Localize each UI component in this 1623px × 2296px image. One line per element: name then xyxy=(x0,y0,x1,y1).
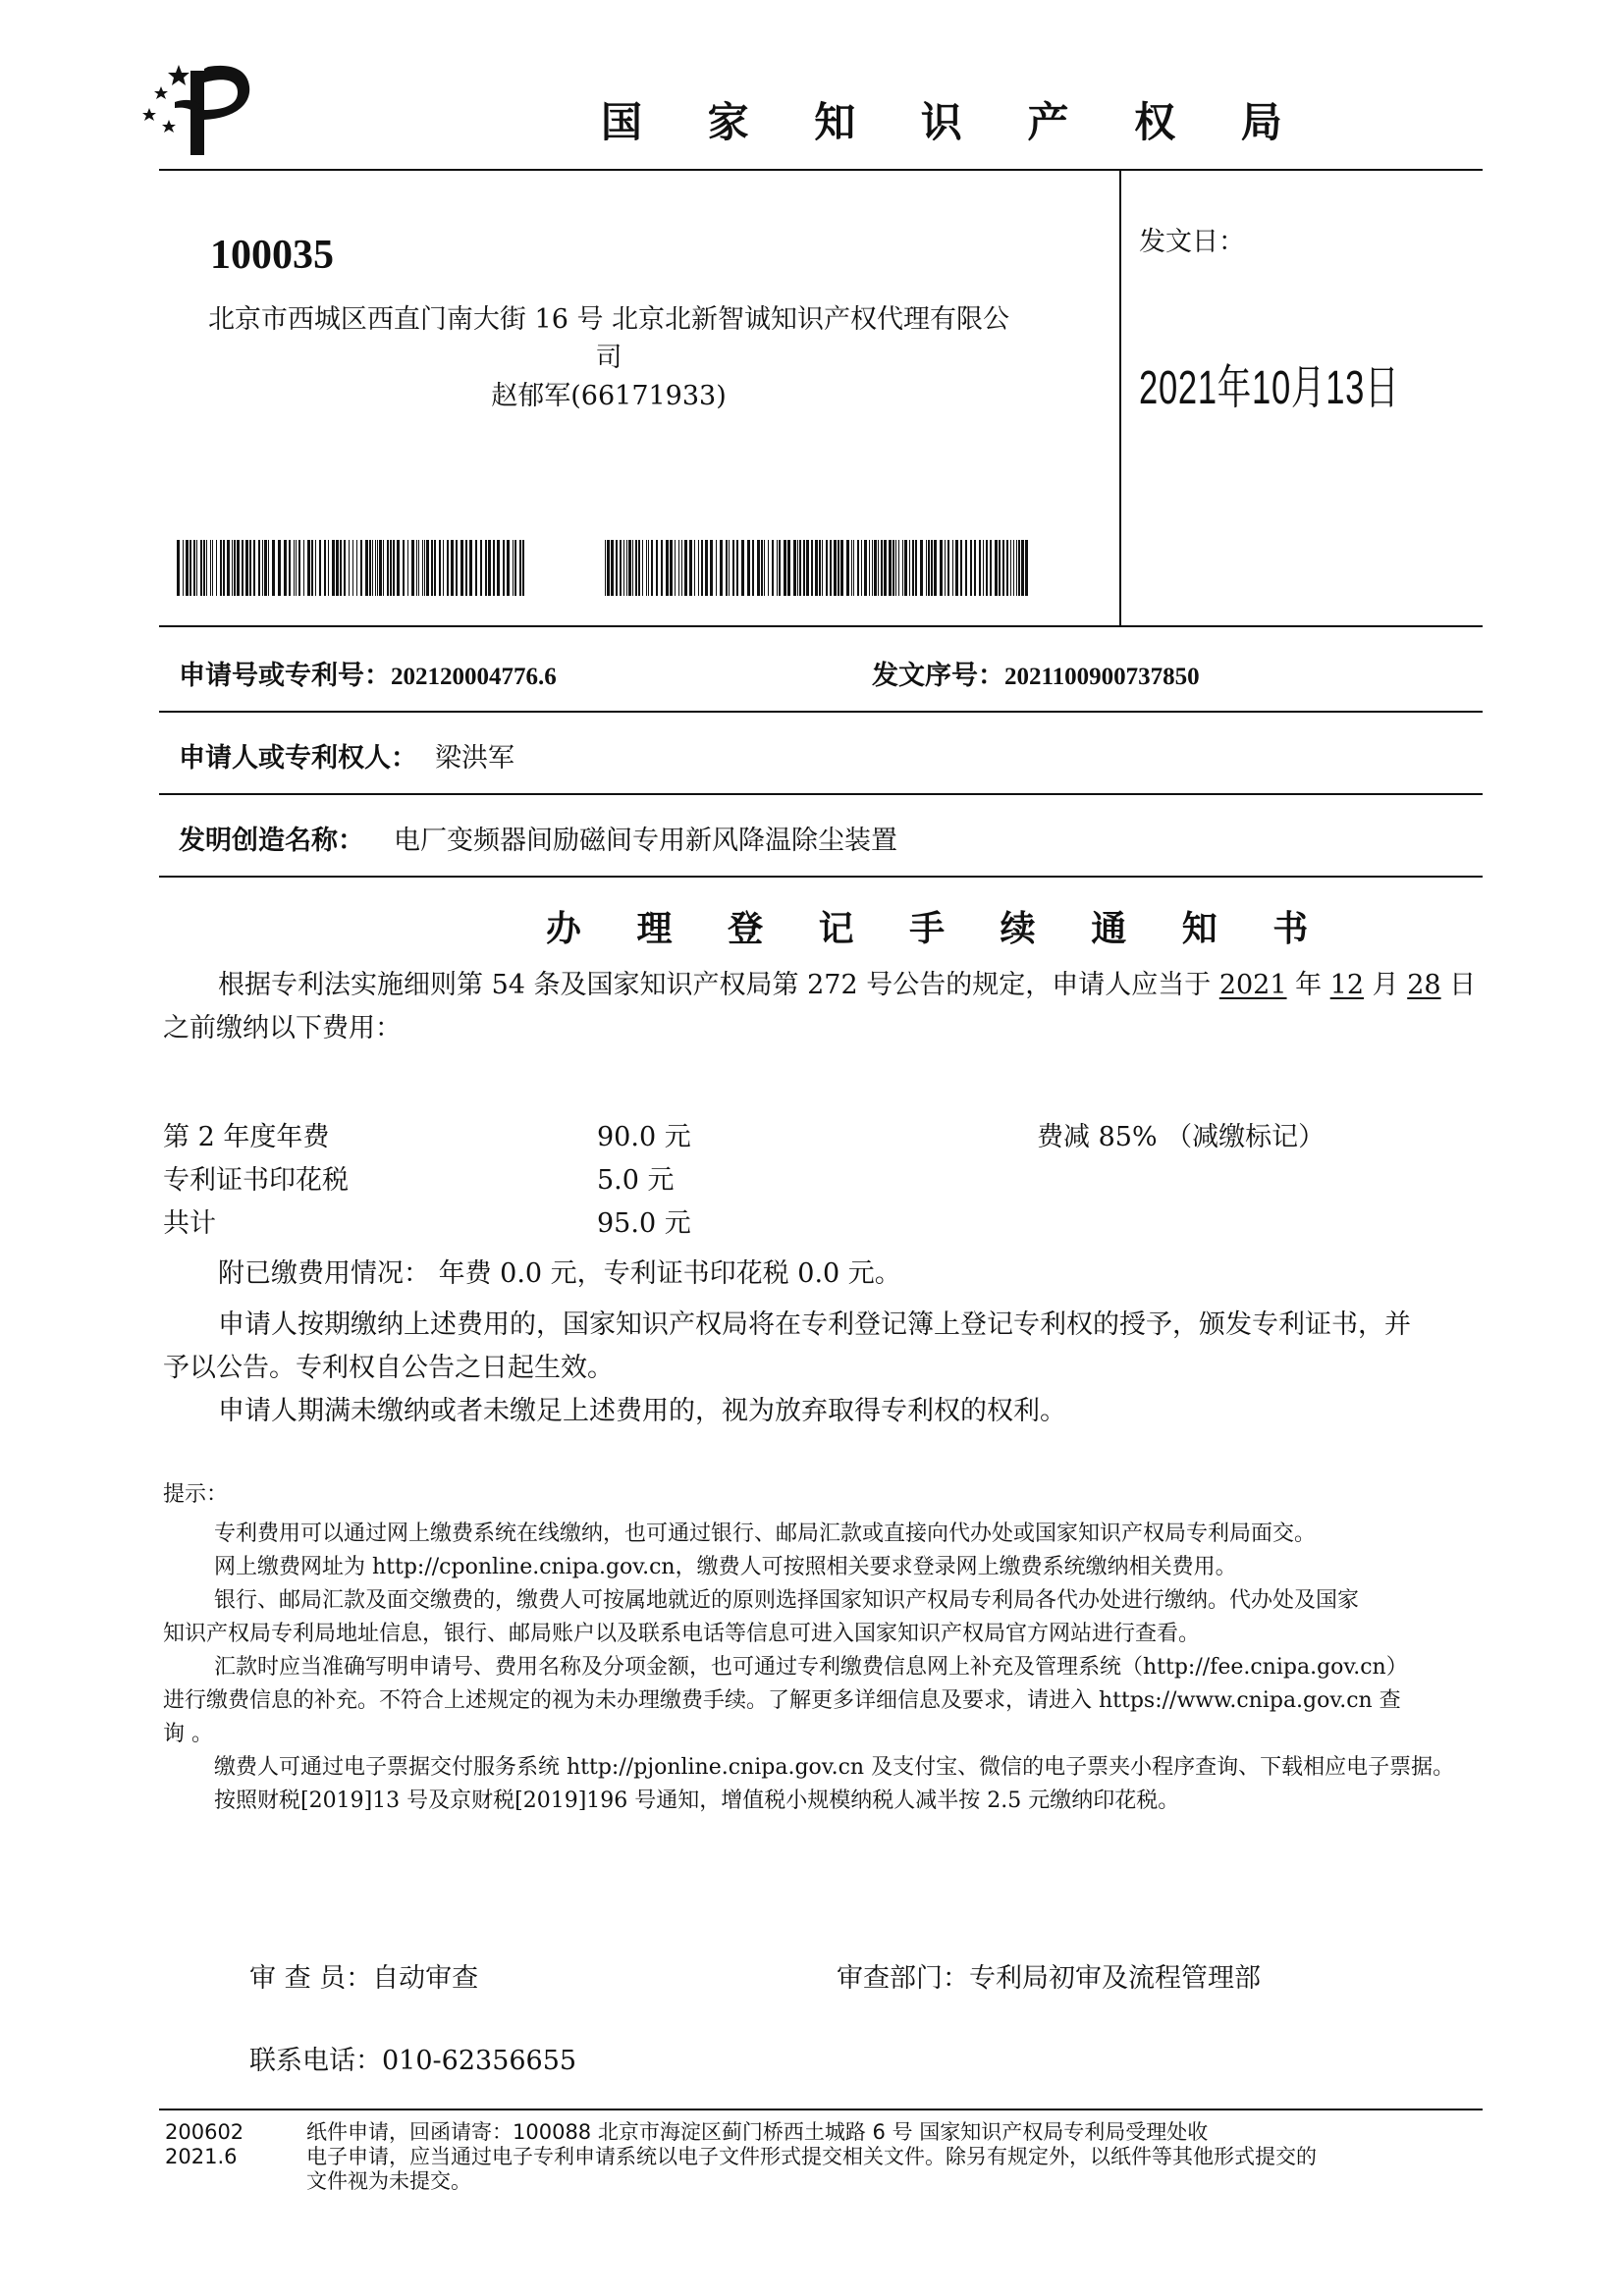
barcode-bar xyxy=(620,540,622,596)
deadline-month: 12 xyxy=(1329,970,1365,1000)
barcode-bar xyxy=(298,540,300,596)
barcode-bar xyxy=(797,540,798,596)
barcode-bar xyxy=(407,540,408,596)
examiner: 审 查 员：自动审查 xyxy=(249,1963,479,1994)
barcode-bar xyxy=(390,540,392,596)
barcode-bar xyxy=(912,540,914,596)
barcode-bar xyxy=(623,540,624,596)
barcode-bar xyxy=(646,540,647,596)
barcode-bar xyxy=(698,540,699,596)
fee-name: 共计 xyxy=(163,1208,216,1239)
barcode-bar xyxy=(955,540,958,596)
barcode-bar xyxy=(716,540,717,596)
barcode-bar xyxy=(729,540,730,596)
barcode-bar xyxy=(206,540,207,596)
barcode-bar xyxy=(456,540,458,596)
barcode-bar xyxy=(460,540,463,596)
date-column-divider xyxy=(1119,169,1121,626)
barcode-bar xyxy=(626,540,627,596)
barcode-bar xyxy=(519,540,521,596)
barcode-bar xyxy=(268,540,269,596)
barcode-bar xyxy=(319,540,321,596)
org-title: 国 家 知 识 产 权 局 xyxy=(601,98,1308,146)
barcode-bar xyxy=(661,540,663,596)
barcode-bar xyxy=(186,540,189,596)
barcode-bar xyxy=(793,540,796,596)
barcode-bar xyxy=(1018,540,1020,596)
barcode-bar xyxy=(779,540,781,596)
barcode-bar xyxy=(360,540,362,596)
barcode-bar xyxy=(945,540,946,596)
deadline-day: 28 xyxy=(1407,970,1441,1000)
serial-number-label: 发文序号： xyxy=(872,661,1004,691)
barcode-bar xyxy=(443,540,444,596)
barcode-bar xyxy=(387,540,389,596)
application-number: 202120004776.6 xyxy=(391,664,557,690)
application-number-label: 申请号或专利号： xyxy=(179,661,391,691)
barcode-bar xyxy=(393,540,395,596)
barcode-bar xyxy=(934,540,937,596)
barcode-bar xyxy=(684,540,687,596)
barcode-bar xyxy=(970,540,972,596)
barcode-bar xyxy=(253,540,255,596)
barcode-bar xyxy=(960,540,962,596)
barcode-bar xyxy=(189,540,191,596)
barcode-bar xyxy=(628,540,631,596)
tip-6: 按照财税[2019]13 号及京财税[2019]196 号通知，增值税小规模纳税人减半按 2.5 元缴纳印花税。 xyxy=(214,1789,1180,1813)
barcode-bar xyxy=(503,540,505,596)
barcode-bar xyxy=(811,540,813,596)
barcode-bar xyxy=(861,540,862,596)
barcode-bar xyxy=(872,540,873,596)
barcode-bar xyxy=(784,540,786,596)
tips-section xyxy=(163,1478,1487,1818)
barcode-bar xyxy=(245,540,248,596)
fee-name: 专利证书印花税 xyxy=(163,1165,349,1196)
barcode-bar xyxy=(488,540,491,596)
barcode-bar xyxy=(616,540,618,596)
barcode-bar xyxy=(183,540,184,596)
examination-department: 审查部门：专利局初审及流程管理部 xyxy=(837,1963,1261,1994)
barcode-bar xyxy=(465,540,467,596)
barcode-bar xyxy=(403,540,405,596)
barcode-bar xyxy=(514,540,516,596)
barcode-bar xyxy=(177,540,180,596)
barcode-bar xyxy=(223,540,225,596)
barcode-bar xyxy=(726,540,728,596)
barcode-bar xyxy=(416,540,417,596)
barcode-bar xyxy=(642,540,643,596)
barcode-bar xyxy=(278,540,281,596)
barcode-bar xyxy=(1002,540,1004,596)
barcode-bar xyxy=(884,540,887,596)
invention-row xyxy=(179,819,897,857)
paragraph-1-line-2: 予以公告。专利权自公告之日起生效。 xyxy=(163,1353,614,1383)
barcode-bar xyxy=(752,540,754,596)
barcode-bar xyxy=(507,540,510,596)
barcode-bar xyxy=(840,540,843,596)
barcode-bar xyxy=(349,540,350,596)
barcode-bar xyxy=(656,540,658,596)
barcode-right xyxy=(605,540,1033,596)
barcode-bar xyxy=(324,540,326,596)
barcode-bar xyxy=(826,540,828,596)
fee-name: 第 2 年度年费 xyxy=(163,1122,330,1152)
barcode-bar xyxy=(881,540,883,596)
tip-5: 缴费人可通过电子票据交付服务系统 http://pjonline.cnipa.gov.cn 及支付宝、微信的电子票夹小程序查询、下载相应电子票据。 xyxy=(214,1755,1455,1780)
barcode-bar xyxy=(648,540,649,596)
barcode-bar xyxy=(638,540,640,596)
barcode-bar xyxy=(383,540,384,596)
barcode-bar xyxy=(379,540,382,596)
barcode-bar xyxy=(426,540,429,596)
barcode-bar xyxy=(851,540,852,596)
barcode-bar xyxy=(431,540,433,596)
barcode-bar xyxy=(869,540,870,596)
footer-line-3: 文件视为未提交。 xyxy=(306,2169,471,2193)
contact-phone: 联系电话：010-62356655 xyxy=(249,2046,577,2076)
tip-3-line-2: 知识产权局专利局地址信息，银行、邮局账户以及联系电话等信息可进入国家知识产权局官方网站进行查看。 xyxy=(163,1622,1201,1646)
barcode-bar xyxy=(822,540,823,596)
barcode-bar xyxy=(898,540,899,596)
serial-number-row xyxy=(872,654,1200,692)
barcode-bar xyxy=(475,540,477,596)
application-number-row xyxy=(179,654,557,692)
day-unit: 日 xyxy=(1440,970,1477,1000)
barcode-bar xyxy=(777,540,778,596)
barcode-bar xyxy=(803,540,805,596)
barcode-bar xyxy=(216,540,217,596)
barcode-bar xyxy=(1013,540,1014,596)
barcode-bar xyxy=(889,540,892,596)
paragraph-1-line-1: 申请人按期缴纳上述费用的，国家知识产权局将在专利登记簿上登记专利权的授予，颁发专利证书，并 xyxy=(218,1309,1411,1340)
barcode-bar xyxy=(469,540,472,596)
barcode-bar xyxy=(853,540,854,596)
barcode-bar xyxy=(909,540,910,596)
barcode-bar xyxy=(439,540,441,596)
barcode-bar xyxy=(736,540,738,596)
barcode-bar xyxy=(447,540,449,596)
fee-note: 费减 85% （减缴标记） xyxy=(1037,1122,1325,1152)
address-line-1: 北京市西城区西直门南大街 16 号 北京北新智诚知识产权代理有限公 xyxy=(207,304,1010,335)
issue-date-label: 发文日： xyxy=(1139,227,1245,257)
fee-row xyxy=(163,1158,1479,1198)
barcode-bar xyxy=(675,540,676,596)
barcode-bar xyxy=(915,540,917,596)
year-unit: 年 xyxy=(1286,970,1330,1000)
barcode-bar xyxy=(480,540,482,596)
barcode-bar xyxy=(878,540,879,596)
invention-name: 电厂变频器间励磁间专用新风降温除尘装置 xyxy=(394,826,897,856)
tip-1: 专利费用可以通过网上缴费系统在线缴纳，也可通过银行、邮局汇款或直接向代办处或国家知识产权局专利局面交。 xyxy=(214,1522,1317,1546)
barcode-bar xyxy=(611,540,614,596)
barcode-bar xyxy=(344,540,346,596)
barcode-bar xyxy=(1021,540,1024,596)
barcode-bar xyxy=(965,540,967,596)
barcode-bar xyxy=(422,540,423,596)
footer-rule xyxy=(159,2109,1483,2110)
barcode-bar xyxy=(296,540,297,596)
barcode-bar xyxy=(694,540,695,596)
barcode-bar xyxy=(635,540,637,596)
tip-4-line-3: 询 。 xyxy=(163,1722,213,1746)
barcode-bar xyxy=(741,540,744,596)
barcode-bar xyxy=(513,540,514,596)
barcode-bar xyxy=(931,540,933,596)
barcode-bar xyxy=(678,540,679,596)
fee-amount: 90.0 元 xyxy=(597,1122,691,1152)
barcode-bar xyxy=(522,540,524,596)
address-block-rule xyxy=(159,625,1483,627)
barcode-bar xyxy=(294,540,295,596)
barcode-bar xyxy=(193,540,195,596)
barcode-bar xyxy=(920,540,923,596)
barcode-bar xyxy=(819,540,821,596)
barcode-bar xyxy=(377,540,378,596)
intro-text-2: 之前缴纳以下费用： xyxy=(163,1013,402,1043)
barcode-bar xyxy=(234,540,236,596)
barcode-bar xyxy=(284,540,287,596)
barcode-bar xyxy=(1010,540,1011,596)
barcode-bar xyxy=(830,540,832,596)
barcode-bar xyxy=(249,540,251,596)
footer-line-2: 电子申请，应当通过电子专利申请系统以电子文件形式提交相关文件。除另有规定外，以纸件等其他形式提交的 xyxy=(306,2145,1317,2168)
tips-label: 提示： xyxy=(163,1482,229,1507)
intro-text: 根据专利法实施细则第 54 条及国家知识产权局第 272 号公告的规定，申请人应当于 xyxy=(218,970,1219,1000)
notice-intro xyxy=(163,964,1479,1050)
recipient-contact: 赵郁军(66171933) xyxy=(491,381,727,411)
barcode-bar xyxy=(203,540,205,596)
paid-fees-line: 附已缴费用情况： 年费 0.0 元，专利证书印花税 0.0 元。 xyxy=(218,1258,901,1289)
barcode-bar xyxy=(200,540,202,596)
footer-line-1: 纸件申请，回函请寄：100088 北京市海淀区蓟门桥西土城路 6 号 国家知识产权局专利局受理处收 xyxy=(306,2120,1209,2144)
barcode-bar xyxy=(806,540,809,596)
barcode-bar xyxy=(940,540,943,596)
barcode-bar xyxy=(220,540,222,596)
barcode-bar xyxy=(747,540,750,596)
fee-row xyxy=(163,1201,1479,1241)
fee-amount: 5.0 元 xyxy=(597,1165,675,1196)
recipient-address xyxy=(157,300,1060,415)
serial-number: 2021100900737850 xyxy=(1004,664,1200,690)
barcode-bar xyxy=(947,540,949,596)
barcode-bar xyxy=(974,540,976,596)
barcode-bar xyxy=(272,540,275,596)
paragraph-2: 申请人期满未缴纳或者未缴足上述费用的，视为放弃取得专利权的权利。 xyxy=(218,1396,1066,1426)
barcode-bar xyxy=(732,540,734,596)
tip-2: 网上缴费网址为 http://cponline.cnipa.gov.cn，缴费人可按照相关要求登录网上缴费系统缴纳相关费用。 xyxy=(214,1555,1237,1579)
applicant-name: 梁洪军 xyxy=(435,743,514,774)
barcode-bar xyxy=(761,540,763,596)
barcode-bar xyxy=(893,540,894,596)
issue-date: 2021年10月13日 xyxy=(1139,362,1400,414)
barcode-bar xyxy=(1025,540,1028,596)
barcode-bar xyxy=(424,540,425,596)
barcode-bar xyxy=(227,540,230,596)
barcode-bar xyxy=(681,540,682,596)
barcode-bar xyxy=(952,540,953,596)
barcode-bar xyxy=(705,540,708,596)
barcode-bar xyxy=(632,540,633,596)
header-rule xyxy=(159,169,1483,171)
barcode-bar xyxy=(605,540,606,596)
barcode-bar xyxy=(1006,540,1008,596)
consequence-paragraph xyxy=(163,1304,1479,1433)
barcode-bar xyxy=(365,540,368,596)
barcode-bar xyxy=(670,540,673,596)
barcode-bar xyxy=(846,540,849,596)
barcode-bar xyxy=(311,540,313,596)
deadline-year: 2021 xyxy=(1218,970,1287,1000)
month-unit: 月 xyxy=(1364,970,1408,1000)
barcode-bar xyxy=(757,540,760,596)
barcode-bar xyxy=(995,540,998,596)
barcode-bar xyxy=(352,540,353,596)
barcode-bar xyxy=(864,540,867,596)
barcode-bar xyxy=(289,540,291,596)
barcode-bar xyxy=(336,540,339,596)
zip-code: 100035 xyxy=(210,233,334,278)
row-rule-3 xyxy=(159,876,1483,878)
barcode-bar xyxy=(701,540,703,596)
barcode-bar xyxy=(979,540,981,596)
form-code-2: 2021.6 xyxy=(165,2145,238,2168)
barcode-bar xyxy=(768,540,769,596)
fee-amount: 95.0 元 xyxy=(597,1208,691,1239)
barcode-bar xyxy=(485,540,487,596)
barcode-bar xyxy=(1016,540,1017,596)
barcode-bar xyxy=(838,540,839,596)
barcode-bar xyxy=(418,540,419,596)
barcode-bar xyxy=(212,540,213,596)
barcode-bar xyxy=(607,540,610,596)
barcode-bar xyxy=(237,540,240,596)
form-code xyxy=(165,2120,243,2169)
barcode-bar xyxy=(926,540,927,596)
barcode-bar xyxy=(666,540,669,596)
tip-4-line-2: 进行缴费信息的补充。不符合上述规定的视为未办理缴费手续。了解更多详细信息及要求，请进入 https://www.cnipa.gov.cn 查 xyxy=(163,1688,1401,1713)
barcode-bar xyxy=(397,540,400,596)
barcode-bar xyxy=(787,540,790,596)
barcode-bar xyxy=(411,540,414,596)
barcode-bar xyxy=(689,540,692,596)
barcode-bar xyxy=(332,540,335,596)
barcode-bar xyxy=(196,540,197,596)
applicant-label: 申请人或专利权人： xyxy=(179,743,417,774)
barcode-bar xyxy=(340,540,342,596)
barcode-bar xyxy=(874,540,877,596)
applicant-row xyxy=(179,736,514,774)
notice-title: 办 理 登 记 手 续 通 知 书 xyxy=(546,909,1330,949)
footer-notes xyxy=(306,2120,1485,2194)
barcode-bar xyxy=(710,540,713,596)
barcode-bar xyxy=(895,540,896,596)
barcode-bar xyxy=(372,540,373,596)
barcode-bar xyxy=(328,540,329,596)
row-rule-2 xyxy=(159,793,1483,795)
barcode-bar xyxy=(210,540,211,596)
barcode-bar xyxy=(258,540,260,596)
barcode-bar xyxy=(369,540,371,596)
barcode-bar xyxy=(815,540,818,596)
barcode-bar xyxy=(764,540,765,596)
barcode-bar xyxy=(264,540,267,596)
barcode-bar xyxy=(799,540,801,596)
tip-3-line-1: 银行、邮局汇款及面交缴费的，缴费人可按属地就近的原则选择国家知识产权局专利局各代办处进行缴纳。代办处及国家 xyxy=(214,1588,1360,1613)
barcode-bar xyxy=(303,540,304,596)
barcode-bar xyxy=(904,540,907,596)
barcode-bar xyxy=(315,540,316,596)
barcode-bar xyxy=(262,540,263,596)
fee-row xyxy=(163,1115,1479,1154)
invention-label: 发明创造名称： xyxy=(179,826,364,856)
address-line-2: 司 xyxy=(595,343,622,373)
barcode-bar xyxy=(772,540,774,596)
barcode-bar xyxy=(493,540,495,596)
barcode-bar xyxy=(902,540,903,596)
barcode-bar xyxy=(999,540,1001,596)
barcode-bar xyxy=(356,540,357,596)
barcode-bar xyxy=(451,540,454,596)
barcode-bar xyxy=(720,540,723,596)
cnipa-logo xyxy=(135,59,253,157)
barcode-bar xyxy=(242,540,243,596)
barcode-bar xyxy=(375,540,376,596)
barcode-bar xyxy=(307,540,310,596)
barcode-left xyxy=(177,540,528,596)
barcode-bar xyxy=(986,540,988,596)
barcode-bar xyxy=(651,540,653,596)
barcode-bar xyxy=(857,540,859,596)
form-code-1: 200602 xyxy=(165,2120,244,2144)
barcode-bar xyxy=(834,540,837,596)
barcode-bar xyxy=(983,540,984,596)
barcode-bar xyxy=(434,540,436,596)
barcode-bar xyxy=(928,540,930,596)
row-rule-1 xyxy=(159,711,1483,713)
barcode-bar xyxy=(990,540,992,596)
barcode-bar xyxy=(497,540,500,596)
barcode-bar xyxy=(232,540,233,596)
tip-4-line-1: 汇款时应当准确写明申请号、费用名称及分项金额，也可通过专利缴费信息网上补充及管理系统（http://fee.cnipa.gov.cn） xyxy=(214,1655,1408,1680)
